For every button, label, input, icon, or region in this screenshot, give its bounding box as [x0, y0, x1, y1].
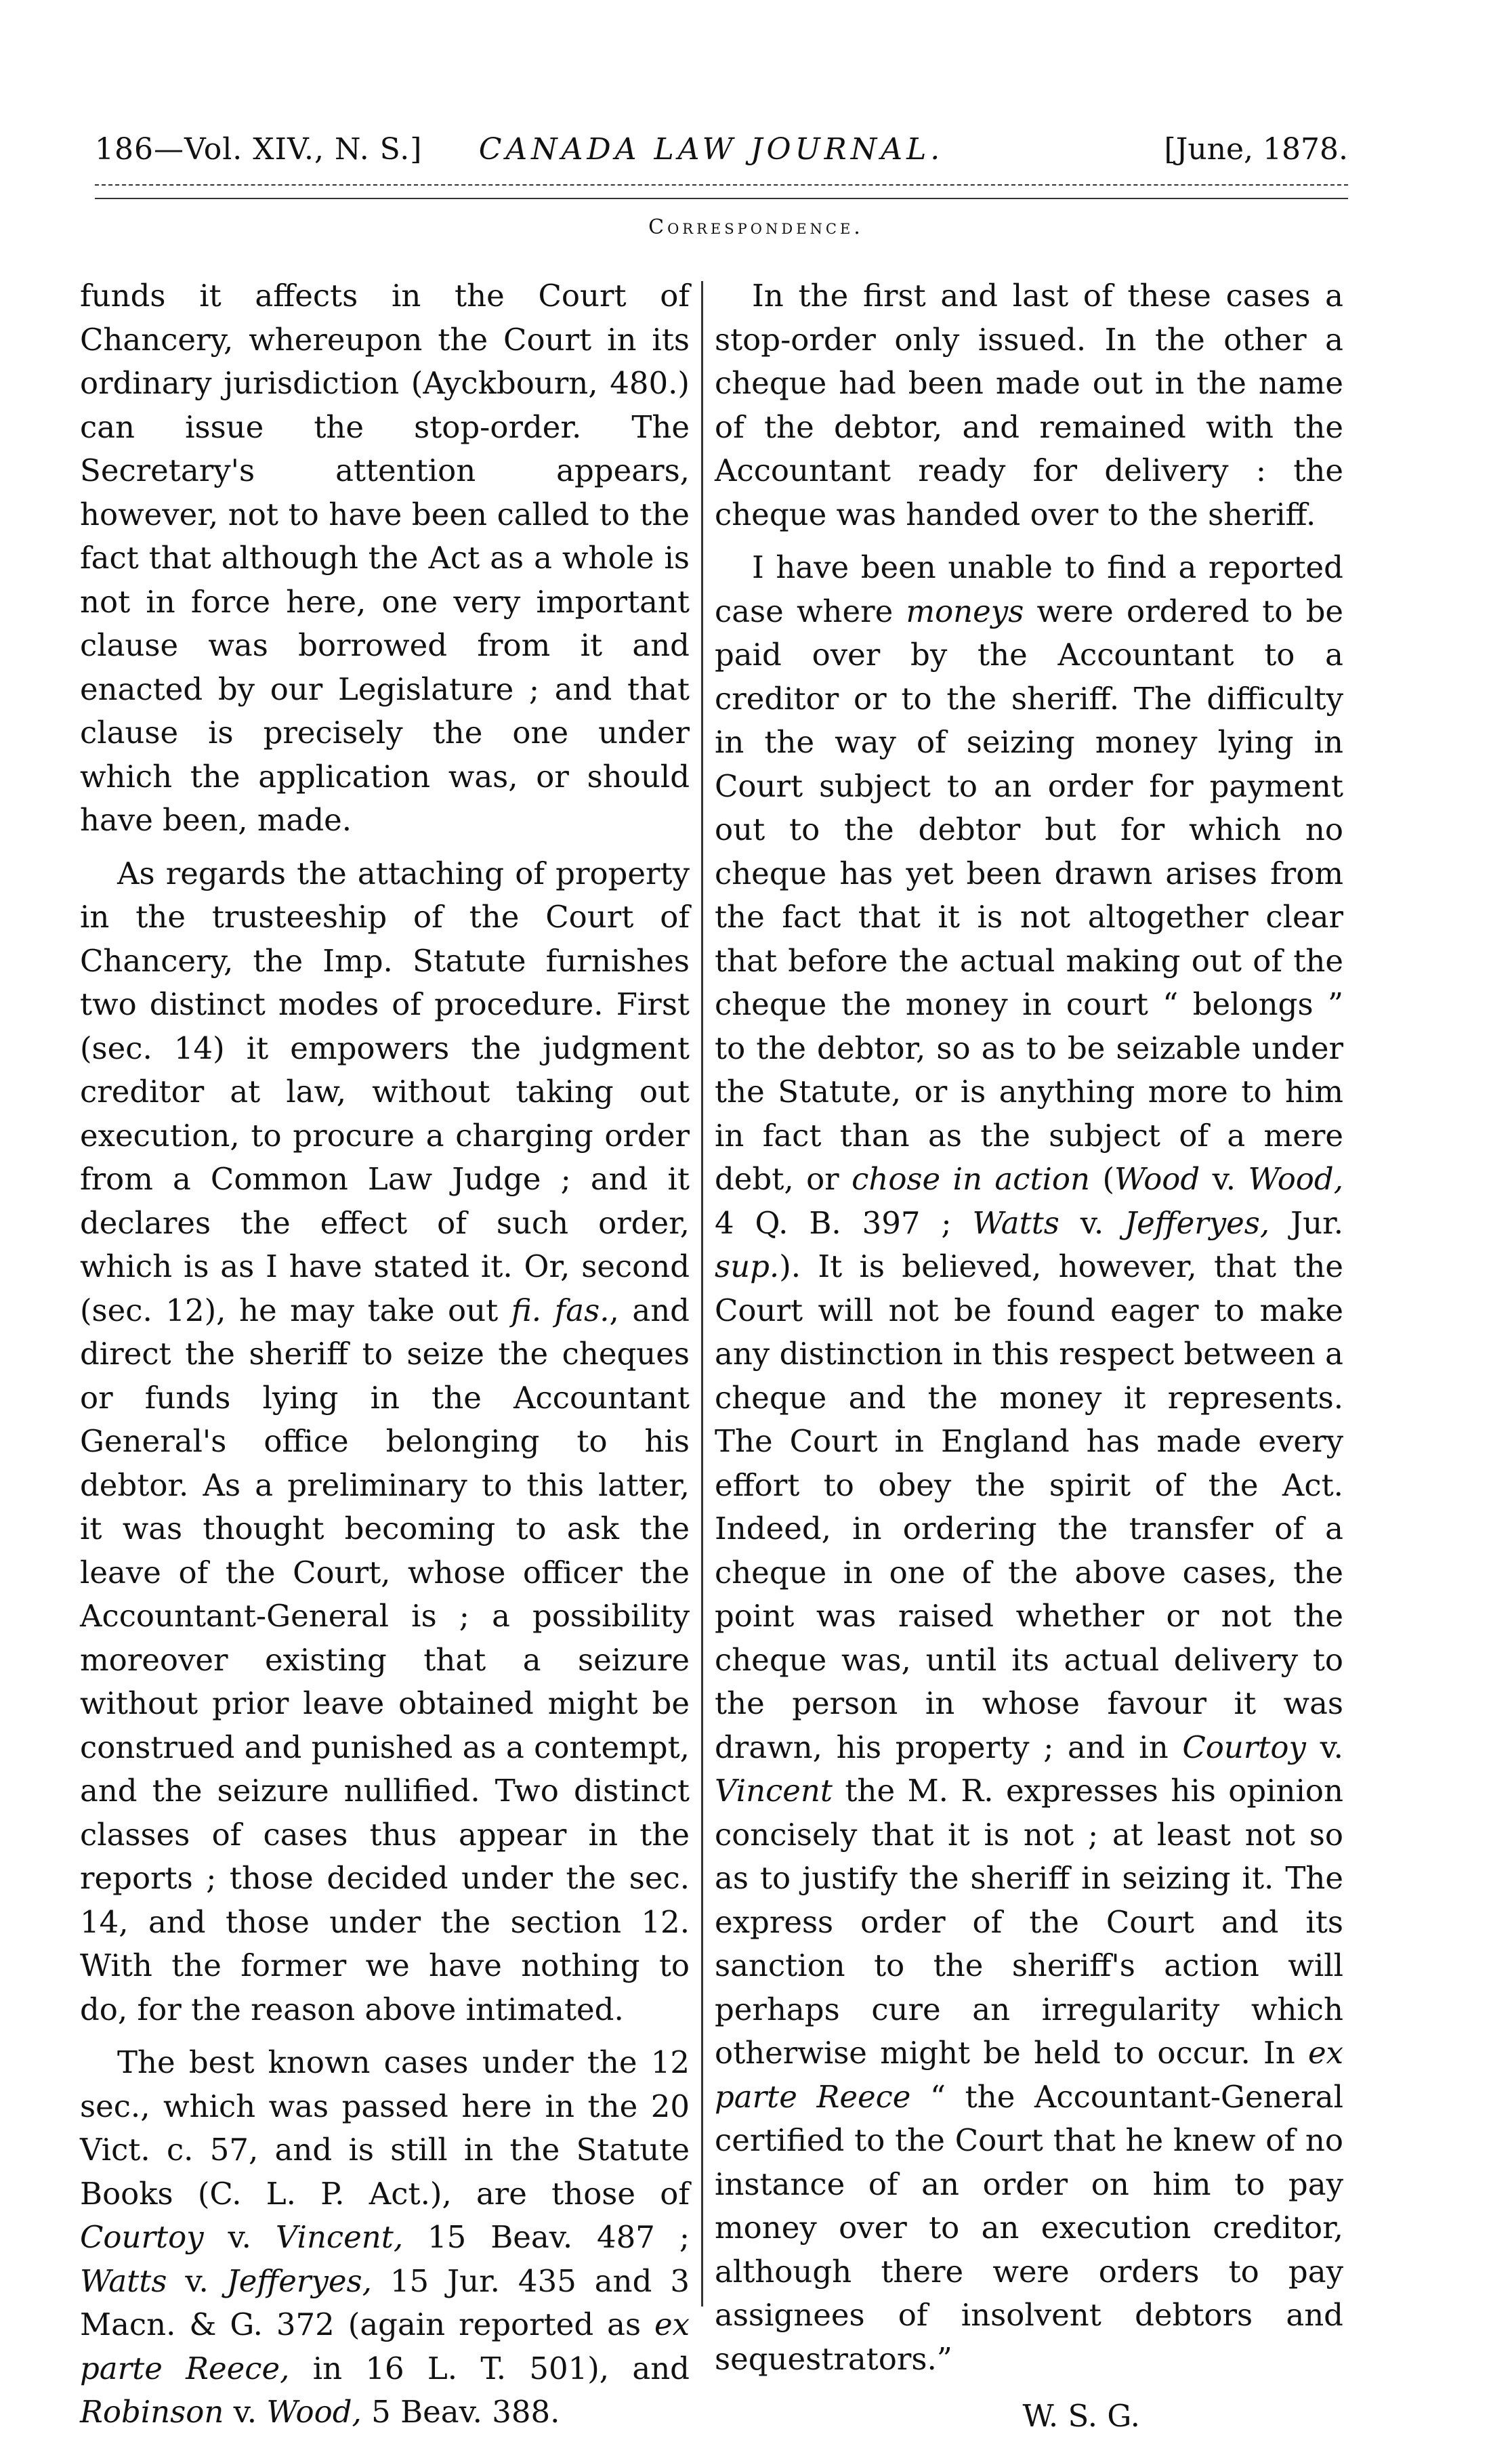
left-paragraph-3: The best known cases under the 12 sec., which was passed here in the 20 Vict. c. 57, and is still in the Statute Books (C. L. P. Act.), are those of Courtoy v. Vincent, 15 Beav. 487 ; Watts v. Jefferyes, 15 Jur. 435 and 3 Macn. & G. 372 (again reported as ex parte Reece, in 16 L. T. 501), and Robinson v. Wood, 5 Beav. 388.	[80, 2044, 690, 2430]
column-divider	[701, 281, 703, 2306]
header-journal-title: CANADA LAW JOURNAL.	[478, 132, 944, 167]
left-column	[80, 274, 690, 2444]
running-header	[75, 132, 1348, 180]
left-paragraph-1: funds it affects in the Court of Chancery, whereupon the Court in its ordinary jurisdiction (Ayckbourn, 480.) can issue the stop-order. The Secretary's attention appears, however, not to have been called to the fact that although the Act as a whole is not in force here, one very important clause was borrowed from it and enacted by our Legislature ; and that clause is precisely the one under which the application was, or should have been, made.	[80, 278, 690, 838]
header-rule-solid	[95, 198, 1348, 199]
left-paragraph-2: As regards the attaching of property in the trusteeship of the Court of Chancery, the Imp. Statute furnishes two distinct modes of procedure. First (sec. 14) it empowers the judgment creditor at law, without taking out execution, to procure a charging order from a Common Law Judge ; and it declares the effect of such order, which is as I have stated it. Or, second (sec. 12), he may take out fi. fas., and direct the sheriff to seize the cheques or funds lying in the Accountant General's office belonging to his debtor. As a preliminary to this latter, it was thought becoming to ask the leave of the Court, whose officer the Accountant-General is ; a possibility moreover existing that a seizure without prior leave obtained might be construed and punished as a contempt, and the seizure nullified. Two distinct classes of cases thus appear in the reports ; those decided under the sec. 14, and those under the section 12. With the former we have nothing to do, for the reason above intimated.	[80, 855, 690, 2027]
signature: W. S. G.	[1022, 2398, 1140, 2434]
header-volume: 186—Vol. XIV., N. S.]	[95, 132, 423, 167]
header-date: [June, 1878.	[1164, 132, 1348, 167]
right-column	[715, 274, 1343, 2439]
section-title: Correspondence.	[648, 215, 864, 239]
right-paragraph-2: I have been unable to find a reported case where moneys were ordered to be paid over by the Accountant to a creditor or to the sheriff. The difficulty in the way of seizing money lying in Court subject to an order for payment out to the debtor but for which no cheque has yet been drawn arises from the fact that it is not altogether clear that before the actual making out of the cheque the money in court “ belongs ” to the debtor, so as to be seizable under the Statute, or is anything more to him in fact than as the subject of a mere debt, or chose in action (Wood v. Wood, 4 Q. B. 397 ; Watts v. Jefferyes, Jur. sup.). It is believed, however, that the Court will not be found eager to make any distinction in this respect between a cheque and the money it represents. The Court in England has made every effort to obey the spirit of the Act. Indeed, in ordering the transfer of a cheque in one of the above cases, the point was raised whether or not the cheque was, until its actual delivery to the person in whose favour it was drawn, his property ; and in Courtoy v. Vincent the M. R. expresses his opinion concisely that it is not ; at least not so as to justify the sheriff in seizing it. The express order of the Court and its sanction to the sheriff's action will perhaps cure an irregularity which otherwise might be held to occur. In ex parte Reece “ the Accountant-General certified to the Court that he knew of no instance of an order on him to pay money over to an execution creditor, although there were orders to pay assignees of insolvent debtors and sequestrators.”	[715, 549, 1344, 2377]
header-rule-dashed	[95, 184, 1348, 186]
right-paragraph-1: In the first and last of these cases a stop-order only issued. In the other a cheque had been made out in the name of the debtor, and remained with the Accountant ready for delivery : the cheque was handed over to the sheriff.	[715, 278, 1343, 532]
